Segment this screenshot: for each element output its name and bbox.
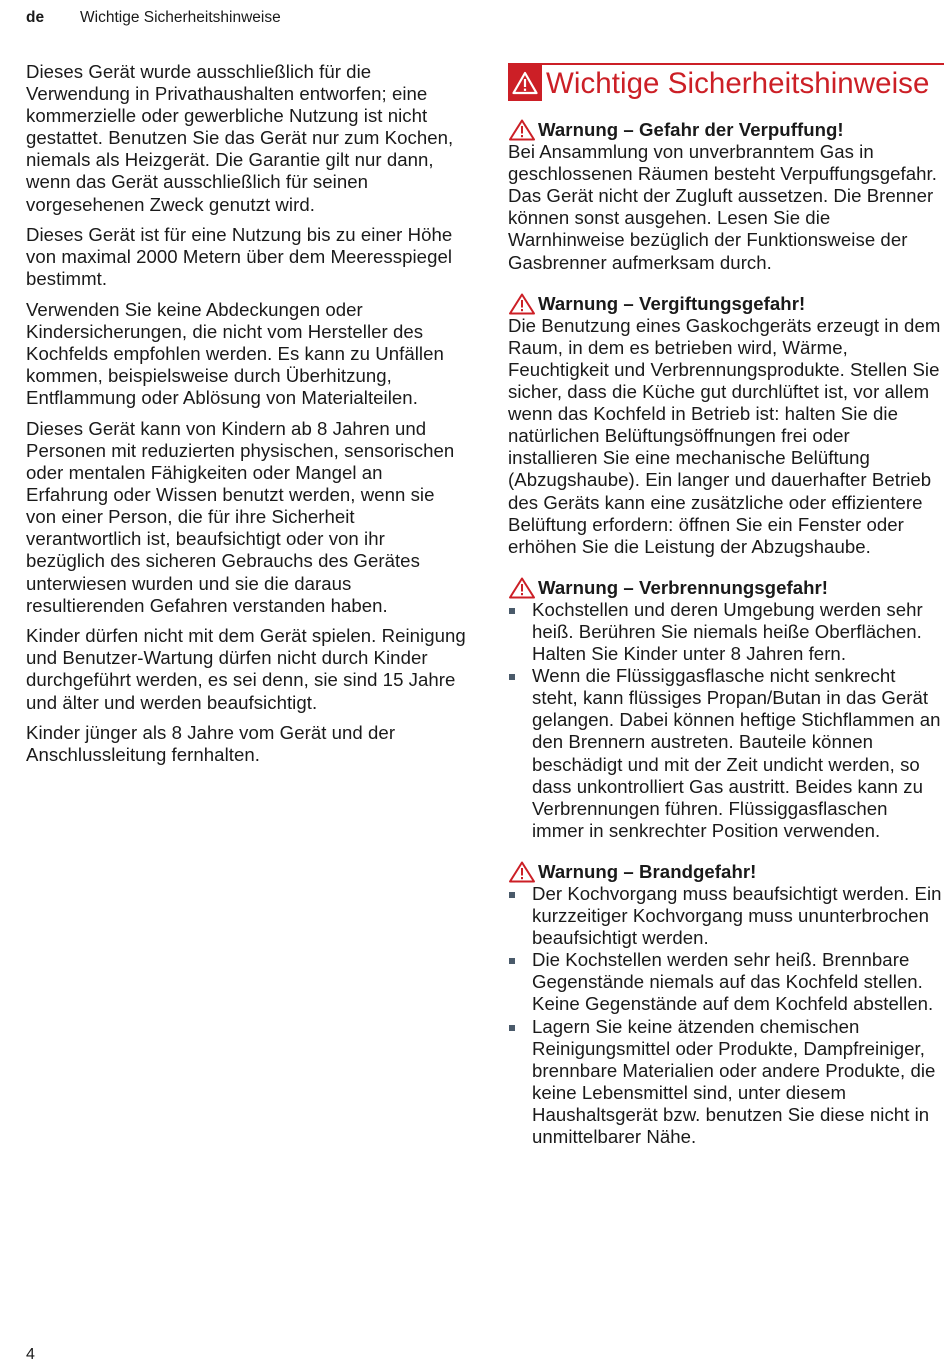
warning-title: [508, 577, 944, 599]
warning-list: [508, 883, 944, 1148]
section-title: Wichtige Sicherheitshinweise: [546, 67, 930, 100]
running-header: [26, 8, 281, 28]
warning-title: [508, 119, 944, 141]
warning-title-text: Warnung – Brandgefahr!: [538, 860, 757, 882]
list-item: [508, 883, 944, 949]
warning-title: [508, 861, 944, 883]
list-item-text: Die Kochstellen werden sehr heiß. Brennbare Gegenstände niemals auf das Kochfeld stellen. Keine Gegenstände auf dem Kochfeld abstellen.: [532, 949, 934, 1015]
paragraph: Kinder dürfen nicht mit dem Gerät spielen. Reinigung und Benutzer-Wartung dürfen nicht durch Kinder durchgeführt werden, es sei denn, sie sind 15 Jahre und älter und werden beaufsichtigt.: [26, 625, 466, 713]
paragraph: Kinder jünger als 8 Jahre vom Gerät und der Anschlussleitung fernhalten.: [26, 722, 396, 766]
running-header-title: Wichtige Sicherheitshinweise: [80, 9, 281, 26]
warning-title-text: Warnung – Verbrennungsgefahr!: [538, 576, 829, 598]
warning-title-text: Warnung – Vergiftungsgefahr!: [538, 292, 806, 314]
warning-title: [508, 293, 944, 315]
square-bullet-icon: [509, 958, 515, 964]
warning-list: [508, 599, 944, 842]
square-bullet-icon: [509, 892, 515, 898]
right-column: [508, 63, 944, 1167]
warning-triangle-icon: [508, 577, 536, 599]
warning-text: Die Benutzung eines Gaskochgeräts erzeugt in dem Raum, in dem es betrieben wird, Wärme, Feuchtigkeit und Verbrennungsprodukte. Stellen Sie sicher, dass die Küche gut durchlüftet ist, vor allem wenn das Kochfeld in Betrieb ist: halten Sie die natürlichen Belüftungsöffnungen frei oder installieren Sie eine mechanische Belüftung (Abzugshaube). Ein langer und dauerhafter Betrieb des Geräts kann eine zusätzliche oder effizientere Belüftung erfordern: öffnen Sie ein Fenster oder erhöhen Sie die Leistung der Abzugshaube.: [508, 314, 941, 557]
paragraph: Verwenden Sie keine Abdeckungen oder Kindersicherungen, die nicht vom Hersteller des Kochfelds empfohlen werden. Es kann zu Unfällen kommen, beispielsweise durch Überhitzung, Entflammung oder Ablösung von Materialteilen.: [26, 298, 444, 409]
list-item-text: Lagern Sie keine ätzenden chemischen Reinigungsmittel oder Produkte, Dampfreiniger, brennbare Materialien oder andere Produkte, die keine Lebensmittel sind, unter diesem Haushaltsgerät bzw. benutzen Sie diese nicht in unmittelbarer Nähe.: [532, 1015, 936, 1148]
list-item-text: Der Kochvorgang muss beaufsichtigt werden. Ein kurzzeitiger Kochvorgang muss ununterbrochen beaufsichtigt werden.: [532, 883, 942, 949]
list-item: [508, 949, 944, 1015]
square-bullet-icon: [509, 608, 515, 614]
paragraph: Dieses Gerät kann von Kindern ab 8 Jahren und Personen mit reduzierten physischen, sensorischen oder mentalen Fähigkeiten oder Mangel an Erfahrung oder Wissen benutzt werden, wenn sie von einer Person, die für ihre Sicherheit verantwortlich ist, beaufsichtigt oder von ihr bezüglich des sicheren Gebrauchs des Gerätes unterwiesen wurden und sie die daraus resultierenden Gefahren verstanden haben.: [26, 417, 455, 616]
warning-block: [508, 293, 944, 558]
left-column: [26, 61, 466, 775]
paragraph: Dieses Gerät ist für eine Nutzung bis zu einer Höhe von maximal 2000 Metern über dem Meeresspiegel bestimmt.: [26, 224, 453, 290]
list-item: [508, 665, 944, 842]
paragraph: Dieses Gerät wurde ausschließlich für die Verwendung in Privathaushalten entworfen; eine kommerzielle oder gewerbliche Nutzung ist nicht gestattet. Benutzen Sie das Gerät nur zum Kochen, niemals als Heizgerät. Die Garantie gilt nur dann, wenn das Gerät ausschließlich für seinen vorgesehenen Zweck genutzt wird.: [26, 61, 454, 215]
warning-triangle-icon: [508, 293, 536, 315]
square-bullet-icon: [509, 674, 515, 680]
list-item: [508, 599, 944, 665]
section-heading: [508, 63, 944, 101]
list-item-text: Wenn die Flüssiggasflasche nicht senkrecht steht, kann flüssiges Propan/Butan in das Gerät gelangen. Dabei können heftige Stichflammen an den Brennern austreten. Bauteile können beschädigt und mit der Zeit undicht werden, so dass unkontrolliert Gas austritt. Beides kann zu Verbrennungen führen. Flüssiggasflaschen immer in senkrechter Position verwenden.: [532, 665, 941, 841]
language-code: de: [26, 9, 45, 26]
page-number: 4: [26, 1346, 35, 1363]
warning-text: Bei Ansammlung von unverbranntem Gas in geschlossenen Räumen besteht Verpuffungsgefahr. Das Gerät nicht der Zugluft aussetzen. Die Brenner können sonst ausgehen. Lesen Sie die Warnhinweise bezüglich der Funktionsweise der Gasbrenner aufmerksam durch.: [508, 141, 937, 273]
warning-block: [508, 861, 944, 1148]
square-bullet-icon: [509, 1025, 515, 1031]
warning-triangle-icon: [508, 65, 542, 101]
warning-block: [508, 577, 944, 842]
warning-title-text: Warnung – Gefahr der Verpuffung!: [538, 119, 844, 140]
list-item: [508, 1016, 944, 1149]
warning-triangle-icon: [508, 119, 536, 141]
list-item-text: Kochstellen und deren Umgebung werden sehr heiß. Berühren Sie niemals heiße Oberflächen. Halten Sie Kinder unter 8 Jahren fern.: [532, 598, 923, 665]
warning-block: [508, 119, 944, 274]
warning-triangle-icon: [508, 861, 536, 883]
